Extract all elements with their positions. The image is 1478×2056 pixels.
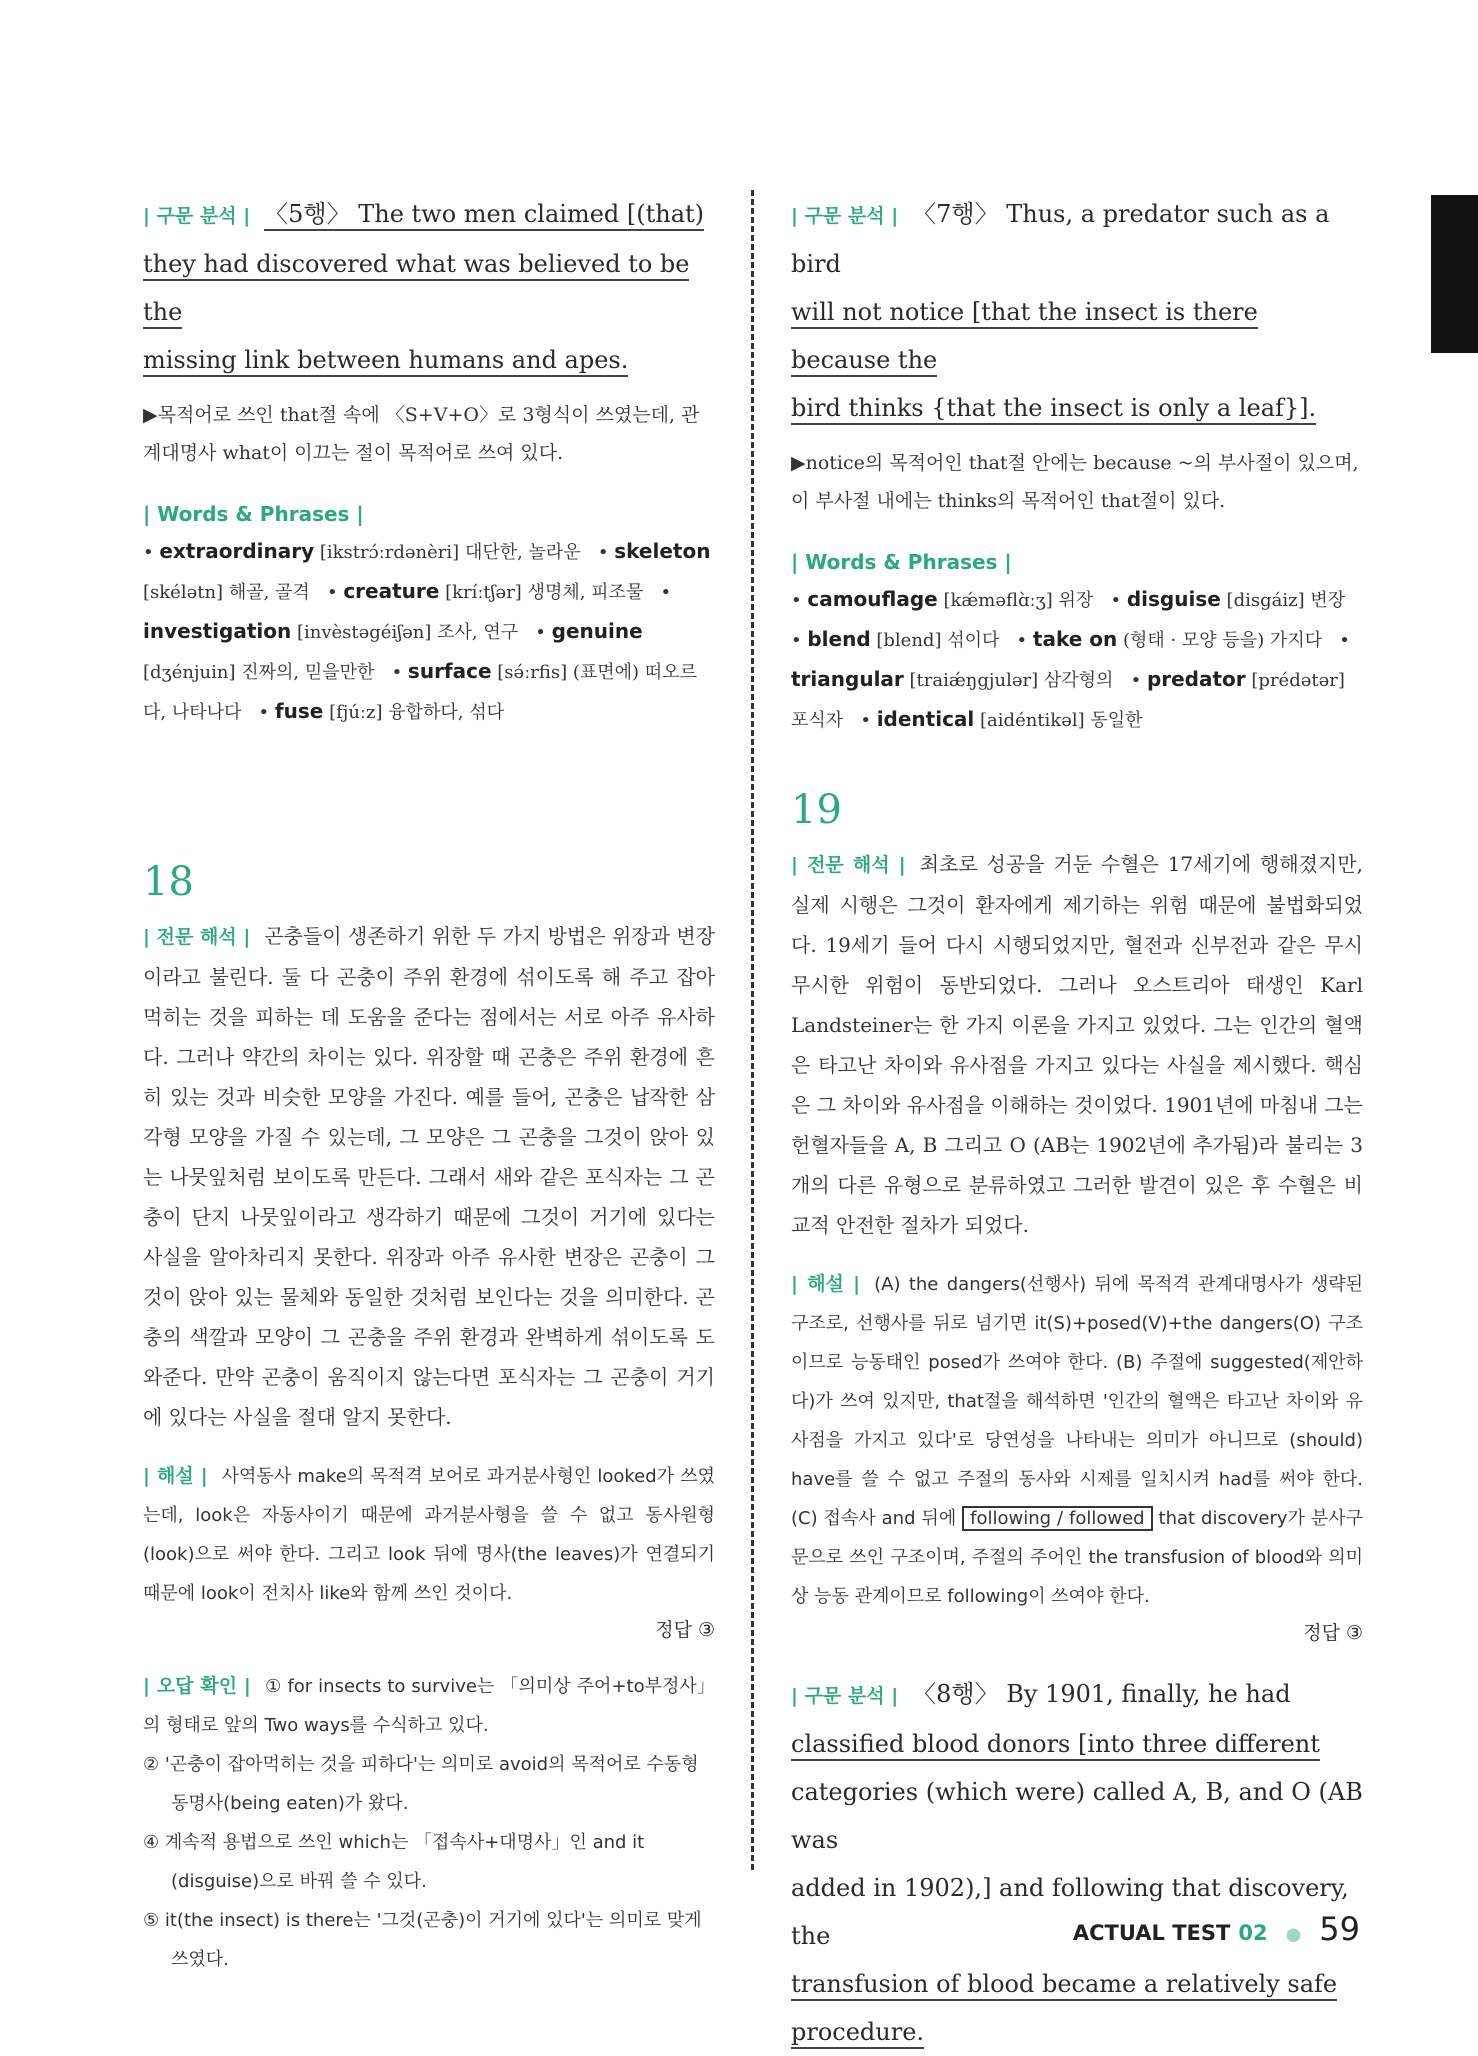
gu-analysis-line (143, 190, 715, 240)
footer-test-number: 02 (1238, 1921, 1268, 1945)
question-number: 18 (143, 859, 194, 905)
gu2-sentence: transfusion of blood became a relatively safe (791, 1960, 1363, 2008)
gu-analysis-line: | 구문 분석 | 〈7행〉 Thus, a predator such as a bird (791, 200, 1330, 278)
gu-sentence-3: bird thinks {that the insect is only a leaf}]. (791, 384, 1363, 432)
odap-title: | 오답 확인 | ① for insects to survive는 「의미상 주어+to부정사」의 형태로 앞의 Two ways를 수식하고 있다. (143, 1675, 715, 1736)
question-number: 19 (791, 787, 842, 833)
gu2-sentence: added in 1902),] and following that discovery, the (791, 1874, 1349, 1950)
page-number: 59 (1319, 1910, 1360, 1948)
gu-sentence-2: they had discovered what was believed to be the (143, 240, 715, 336)
odap-item: ② '곤충이 잡아먹히는 것을 피하다'는 의미로 avoid의 목적어로 수동형 동명사(being eaten)가 왔다. (143, 1754, 699, 1814)
words-list: • camouflage [kǽməflɑ̀ːʒ] 위장 • disguise [disgáiz] 변장 • blend [blend] 섞이다 • take on (형태 · 모양 등을) 가지다 • triangular [traiǽŋgjulər] 삼각형의 • predator [prédətər] 포식자 • identical [aidéntikəl] 동일한 (791, 587, 1357, 731)
hae-explanation: | 해설 | (A) the dangers(선행사) 뒤에 목적격 관계대명사가 생략된 구조로, 선행사를 뒤로 넘기면 it(S)+posed(V)+the dangers(O) 구조이므로 능동태인 posed가 쓰여야 한다. (B) 주절에 suggested(제안하다)가 쓰여 있지만, that절을 해석하면 '인간의 혈액은 타고난 차이와 유사점을 가지고 있다'로 당연성을 나타내는 의미가 아니므로 (should) have를 쓸 수 없고 주절의 동사와 시제를 일치시켜 had를 써야 한다. (C) 접속사 and 뒤에 following / followed that discovery가 분사구문으로 쓰인 구조이며, 주절의 주어인 the transfusion of blood와 의미상 능동 관계이므로 following이 쓰여야 한다. (791, 1273, 1363, 1607)
odap-item: ④ 계속적 용법으로 쓰인 which는 「접속사+대명사」인 and it (disguise)으로 바꿔 쓸 수 있다. (143, 1832, 645, 1892)
column-divider (751, 190, 754, 1870)
answer-label: 정답 ③ (655, 1619, 715, 1641)
gu-sentence-3: missing link between humans and apes. (143, 336, 715, 384)
gu2-sentence: classified blood donors [into three different (791, 1720, 1363, 1768)
answer-label: 정답 ③ (1303, 1622, 1363, 1644)
left-column (143, 190, 715, 1979)
words-list: • extraordinary [ikstrɔ́ːrdənèri] 대단한, 놀라운 • skeleton [skélətn] 해골, 골격 • creature [kríːtʃər] 생명체, 피조물 • investigation [invèstəgéiʃən] 조사, 연구 • genuine [dʒénjuin] 진짜의, 믿을만한 • surface [sə́ːrfis] (표면에) 떠오르다, 나타나다 • fuse [fjúːz] 융합하다, 섞다 (143, 539, 711, 723)
footer-dot-icon: ● (1285, 1924, 1302, 1945)
gu2-sentence: categories (which were) called A, B, and O (AB was (791, 1778, 1363, 1854)
jeon-translation: | 전문 해석 | 최초로 성공을 거둔 수혈은 17세기에 행해졌지만, 실제 시행은 그것이 환자에게 제기하는 위험 때문에 불법화되었다. 19세기 들어 다시 시행되었지만, 혈전과 신부전과 같은 무시무시한 위험이 동반되었다. 그러나 오스트리아 태생인 Karl Landsteiner는 한 가지 이론을 가지고 있었다. 그는 인간의 혈액은 타고난 차이와 유사점을 가지고 있다는 사실을 제시했다. 핵심은 그 차이와 유사점을 이해하는 것이었다. 1901년에 마침내 그는 헌혈자들을 A, B 그리고 O (AB는 1902년에 추가됨)라 불리는 3개의 다른 유형으로 분류하였고 그러한 발견이 있은 후 수혈은 비교적 안전한 절차가 되었다. (791, 852, 1363, 1237)
gu-tag: | 구문 분석 | (143, 205, 251, 227)
gu2-analysis-line: | 구문 분석 | 〈8행〉 By 1901, finally, he had (791, 1680, 1291, 1708)
gu-note: ▶notice의 목적어인 that절 안에는 because ~의 부사절이 있으며, 이 부사절 내에는 thinks의 목적어인 that절이 있다. (791, 452, 1359, 512)
words-phrases-title: | Words & Phrases | (791, 550, 1012, 574)
words-phrases-title: | Words & Phrases | (143, 502, 364, 526)
page-footer (1073, 1910, 1360, 1948)
gu2-sentence: procedure. (791, 2008, 1363, 2056)
gu-sentence-1: 〈5행〉 The two men claimed [(that) (264, 200, 704, 231)
choice-box: following / followed (962, 1506, 1152, 1531)
gu-note: ▶목적어로 쓰인 that절 속에 〈S+V+O〉로 3형식이 쓰였는데, 관계대명사 what이 이끄는 절이 목적어로 쓰여 있다. (143, 404, 700, 464)
hae-explanation: | 해설 | 사역동사 make의 목적격 보어로 과거분사형인 looked가 쓰였는데, look은 자동사이기 때문에 과거분사형을 쓸 수 없고 동사원형(look)으로 써야 한다. 그리고 look 뒤에 명사(the leaves)가 연결되기 때문에 look이 전치사 like와 함께 쓰인 것이다. (143, 1465, 715, 1604)
gu-sentence-2: will not notice [that the insect is there because the (791, 288, 1363, 384)
sidebar-tab (1431, 195, 1478, 353)
footer-label: ACTUAL TEST (1072, 1921, 1231, 1945)
right-column (791, 190, 1363, 2056)
jeon-translation: | 전문 해석 | 곤충들이 생존하기 위한 두 가지 방법은 위장과 변장이라고 불린다. 둘 다 곤충이 주위 환경에 섞이도록 해 주고 잡아먹히는 것을 피하는 데 도움을 준다는 점에서는 서로 아주 유사하다. 그러나 약간의 차이는 있다. 위장할 때 곤충은 주위 환경에 흔히 있는 것과 비슷한 모양을 가진다. 예를 들어, 곤충은 납작한 삼각형 모양을 가질 수 있는데, 그 모양은 그 곤충을 그것이 앉아 있는 나뭇잎처럼 보이도록 만든다. 그래서 새와 같은 포식자는 그 곤충이 단지 나뭇잎이라고 생각하기 때문에 그것이 거기에 있다는 사실을 알아차리지 못한다. 위장과 아주 유사한 변장은 곤충이 그것이 앉아 있는 물체와 동일한 것처럼 보인다는 것을 의미한다. 곤충의 색깔과 모양이 그 곤충을 주위 환경과 완벽하게 섞이도록 도와준다. 만약 곤충이 움직이지 않는다면 포식자는 그 곤충이 거기에 있다는 사실을 절대 알지 못한다. (143, 924, 715, 1429)
odap-item: ⑤ it(the insect) is there는 '그것(곤충)이 거기에 있다'는 의미로 맞게 쓰였다. (143, 1910, 702, 1970)
